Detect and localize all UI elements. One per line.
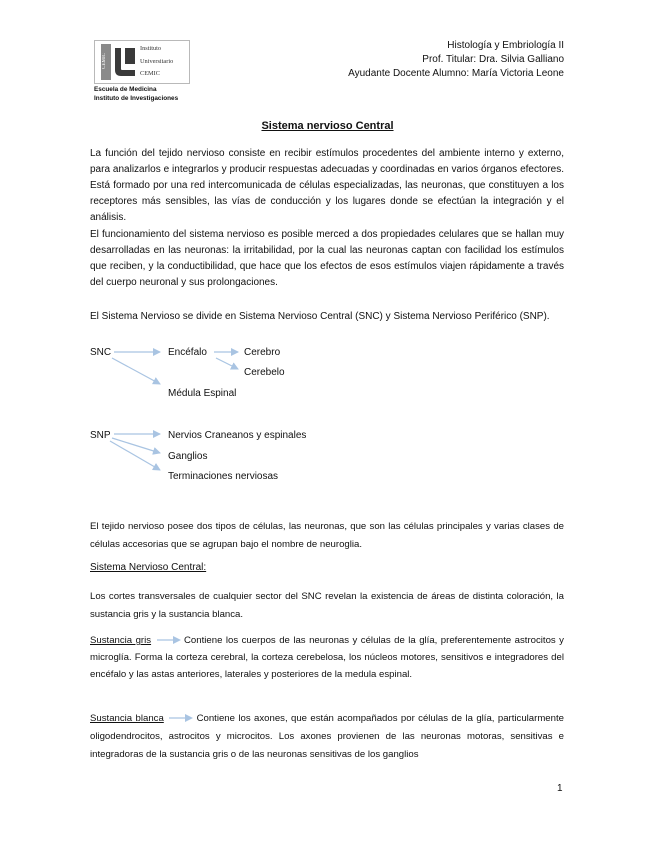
paragraph-division: El Sistema Nervioso se divide en Sistema Nervioso Central (SNC) y Sistema Nervioso Periférico (SNP). xyxy=(90,311,550,322)
diagram-snc: SNC xyxy=(90,347,112,358)
diagram-medula: Médula Espinal xyxy=(168,388,237,399)
logo-line-3: CEMIC xyxy=(140,70,160,77)
header-assistant: Ayudante Docente Alumno: María Victoria Leone xyxy=(348,68,564,79)
text-blanca: Contiene los axones, que están acompañados por células de la glía, particularmente oligodendrocitos, astrocitos y microcitos. Los axones provienen de las neuronas motoras, sensitivas e integradoras de la sustancia gris o de las neuronas sensitivas de los ganglios xyxy=(90,713,564,760)
paragraph-functioning: El funcionamiento del sistema nervioso es posible merced a dos propiedades celulares que se hallan muy desarrolladas en las neuronas: la irritabilidad, por la cual las neuronas captan con facilidad los estímulos que reciben, y la conductibilidad, que hace que los efectos de esos estímulos viajen rápidamente a través del cuerpo neuronal y sus prolongaciones. xyxy=(90,229,564,288)
text-gris: Contiene los cuerpos de las neuronas y células de la glía, preferentemente astrocitos y microglía. Forma la corteza cerebral, la corteza cerebelosa, los núcleos motores, sensitivos e integradores del encéfalo y las astas anteriores, laterales y posteriores de la medula espinal. xyxy=(90,635,564,680)
diagram-cerebelo: Cerebelo xyxy=(244,367,285,378)
diagram-cerebro: Cerebro xyxy=(244,347,281,358)
diagram-ganglios: Ganglios xyxy=(168,451,208,462)
diagram-terminaciones: Terminaciones nerviosas xyxy=(168,471,279,482)
logo-line-1: Instituto xyxy=(140,45,161,52)
logo-line-2: Universitario xyxy=(140,58,174,65)
logo-vertical-text: CEMIC xyxy=(102,53,107,69)
paragraph-cells: El tejido nervioso posee dos tipos de células, las neuronas, que son las células principales y varias clases de células accesorias que se agrupan bajo el nombre de neuroglia. xyxy=(90,521,564,550)
header-professor: Prof. Titular: Dra. Silvia Galliano xyxy=(422,54,564,65)
header-course: Histología y Embriología II xyxy=(447,40,564,51)
diagram-nervios: Nervios Craneanos y espinales xyxy=(168,430,307,441)
page-number: 1 xyxy=(557,783,563,794)
arrow-right-icon xyxy=(155,636,181,644)
paragraph-blanca xyxy=(90,710,564,764)
term-blanca: Sustancia blanca xyxy=(90,713,164,724)
paragraph-function: La función del tejido nervioso consiste en recibir estímulos procedentes del ambiente interno y externo, para analizarlos e integrarlos y producir respuestas adecuadas y coordinadas en varios órganos efectores. Está formado por una red intercomunicada de células especializadas, las neuronas, que constituyen a los receptores más sensibles, las vías de conducción y los lugares donde se efectúan la integración y el análisis. xyxy=(90,148,564,223)
institution-logo xyxy=(94,40,190,84)
arrow-snc-medula xyxy=(112,358,160,384)
arrow-right-icon xyxy=(167,714,193,722)
arrow-snp-terminaciones xyxy=(110,441,160,470)
diagram-encefalo: Encéfalo xyxy=(168,347,207,358)
logo-caption-2: Instituto de Investigaciones xyxy=(94,95,179,102)
logo-caption-1: Escuela de Medicina xyxy=(94,86,157,93)
paragraph-cuts: Los cortes transversales de cualquier sector del SNC revelan la existencia de áreas de distinta coloración, la sustancia gris y la sustancia blanca. xyxy=(90,591,564,620)
term-gris: Sustancia gris xyxy=(90,635,152,646)
paragraph-gris xyxy=(90,632,564,683)
arrow-snp-ganglios xyxy=(112,438,160,453)
section-heading: Sistema Nervioso Central: xyxy=(90,562,207,573)
diagram-snp: SNP xyxy=(90,430,111,441)
arrow-encefalo-cerebelo xyxy=(216,358,238,369)
page-title: Sistema nervioso Central xyxy=(261,120,394,132)
